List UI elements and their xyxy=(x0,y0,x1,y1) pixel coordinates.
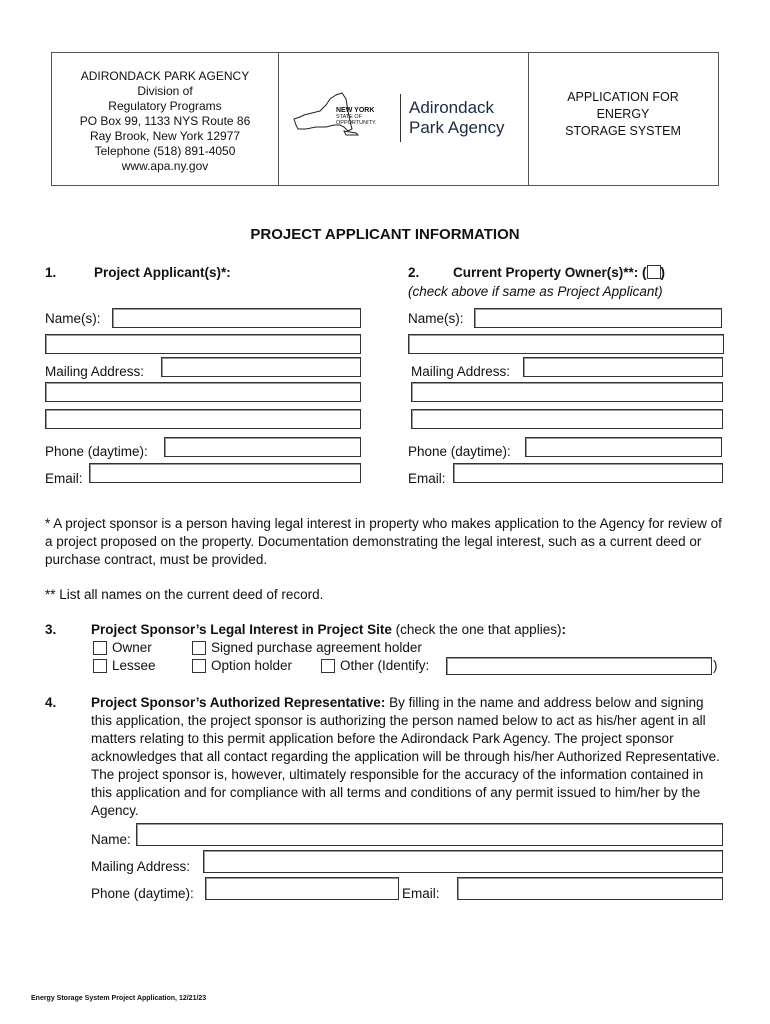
agency-line: Ray Brook, New York 12977 xyxy=(89,129,241,143)
section2-heading xyxy=(453,265,665,281)
app-title-line: ENERGY xyxy=(596,107,650,121)
app-title-line: STORAGE SYSTEM xyxy=(565,124,681,138)
rep-mailing-label: Mailing Address: xyxy=(91,859,191,874)
section3-instruction: (check the one that applies) xyxy=(391,622,562,637)
owner-name-label: Name(s): xyxy=(408,311,464,326)
agency-line: Regulatory Programs xyxy=(108,99,222,113)
section3-heading: Project Sponsor’s Legal Interest in Project Site xyxy=(91,622,392,637)
application-title-cell xyxy=(528,53,718,185)
owner-phone-label: Phone (daytime): xyxy=(408,444,511,459)
apa-logo-line2: Park Agency xyxy=(409,118,505,137)
footnote-single-star: * A project sponsor is a person having legal interest in property who makes application to the Agency for review of a project proposed on the property. Documentation demonstrating the legal interest, such as a current deed or purchase contract, must be provided. xyxy=(45,516,722,567)
other-checkbox[interactable] xyxy=(321,659,335,673)
apa-logo-line1: Adirondack xyxy=(409,98,495,117)
owner-mailing-field[interactable] xyxy=(523,357,723,377)
owner-checkbox[interactable] xyxy=(93,641,107,655)
lessee-option-label: Lessee xyxy=(112,658,156,673)
agency-line: ADIRONDACK PARK AGENCY xyxy=(80,69,250,83)
section1-heading: Project Applicant(s)*: xyxy=(94,265,231,280)
lessee-checkbox[interactable] xyxy=(93,659,107,673)
owner-name-field-2[interactable] xyxy=(408,334,724,354)
nys-logo-text xyxy=(336,107,376,126)
rep-email-label: Email: xyxy=(402,886,440,901)
section4-heading: Project Sponsor’s Authorized Representative: xyxy=(91,695,386,710)
section2-note: (check above if same as Project Applicant) xyxy=(408,284,663,299)
applicant-mailing-field-3[interactable] xyxy=(45,409,361,429)
section4-number: 4. xyxy=(45,695,57,710)
section4-paragraph xyxy=(91,694,727,820)
signed-purchase-checkbox[interactable] xyxy=(192,641,206,655)
applicant-name-field-2[interactable] xyxy=(45,334,361,354)
agency-address xyxy=(52,53,278,174)
applicant-name-field[interactable] xyxy=(112,308,361,328)
owner-option-label: Owner xyxy=(112,640,152,655)
same-as-applicant-checkbox[interactable] xyxy=(647,265,661,279)
section3-colon: : xyxy=(561,622,566,637)
section2-number: 2. xyxy=(408,265,420,280)
page-footer: Energy Storage System Project Application, 12/21/23 xyxy=(31,995,207,1002)
applicant-phone-label: Phone (daytime): xyxy=(45,444,148,459)
owner-email-field[interactable] xyxy=(453,463,723,483)
applicant-email-field[interactable] xyxy=(89,463,361,483)
application-title xyxy=(528,53,718,140)
rep-name-label: Name: xyxy=(91,832,131,847)
owner-email-label: Email: xyxy=(408,471,446,486)
other-identify-field[interactable] xyxy=(446,657,712,675)
applicant-name-label: Name(s): xyxy=(45,311,101,326)
rep-phone-label: Phone (daytime): xyxy=(91,886,194,901)
owner-mailing-field-3[interactable] xyxy=(411,409,723,429)
page-title: PROJECT APPLICANT INFORMATION xyxy=(250,226,520,243)
section2-heading-suffix: ) xyxy=(660,265,666,280)
agency-website: www.apa.ny.gov xyxy=(121,159,209,173)
applicant-mailing-field-2[interactable] xyxy=(45,382,361,402)
rep-phone-field[interactable] xyxy=(205,877,399,900)
agency-line: Telephone (518) 891-4050 xyxy=(94,144,236,158)
applicant-mailing-field[interactable] xyxy=(161,357,361,377)
section3-heading-line xyxy=(91,622,566,638)
agency-address-cell xyxy=(52,53,279,185)
section4-body: By filling in the name and address below and signing this application, the project sponsor is authorizing the person named below to act as his/her agent in all matters relating to this permit application before the Adirondack Park Agency. The project sponsor acknowledges that all contact regarding the application will be through his/her Authorized Representative. The project sponsor is, however, ultimately responsible for the accuracy of the information contained in this application and for compliance with all terms and conditions of any permit issued to him/her by the Agency. xyxy=(91,695,720,818)
rep-mailing-field[interactable] xyxy=(203,850,723,873)
option-holder-checkbox[interactable] xyxy=(192,659,206,673)
nys-line3: OPPORTUNITY. xyxy=(336,120,377,126)
nys-line2: STATE OF xyxy=(336,114,363,120)
option-holder-label: Option holder xyxy=(211,658,293,673)
other-close-paren: ) xyxy=(713,658,718,673)
footnote-double-star: ** List all names on the current deed of record. xyxy=(45,587,324,602)
owner-mailing-field-2[interactable] xyxy=(411,382,723,402)
header-table xyxy=(51,52,719,186)
section2-heading-prefix: Current Property Owner(s)**: ( xyxy=(453,265,647,280)
agency-line: Division of xyxy=(137,84,193,98)
nys-name: NEW YORK xyxy=(336,107,375,114)
app-title-line: APPLICATION FOR xyxy=(567,90,679,104)
owner-name-field[interactable] xyxy=(474,308,722,328)
signed-purchase-option-label: Signed purchase agreement holder xyxy=(211,640,422,655)
logo-cell xyxy=(278,53,529,185)
section1-number: 1. xyxy=(45,265,57,280)
logo-divider xyxy=(400,94,401,142)
rep-name-field[interactable] xyxy=(136,823,723,846)
owner-phone-field[interactable] xyxy=(525,437,722,457)
applicant-phone-field[interactable] xyxy=(164,437,361,457)
applicant-email-label: Email: xyxy=(45,471,83,486)
rep-email-field[interactable] xyxy=(457,877,723,900)
apa-logo-text xyxy=(409,98,504,138)
section3-number: 3. xyxy=(45,622,57,637)
applicant-mailing-label: Mailing Address: xyxy=(45,364,145,379)
owner-mailing-label: Mailing Address: xyxy=(411,364,511,379)
other-option-label: Other (Identify: xyxy=(340,658,430,673)
agency-line: PO Box 99, 1133 NYS Route 86 xyxy=(79,114,251,128)
